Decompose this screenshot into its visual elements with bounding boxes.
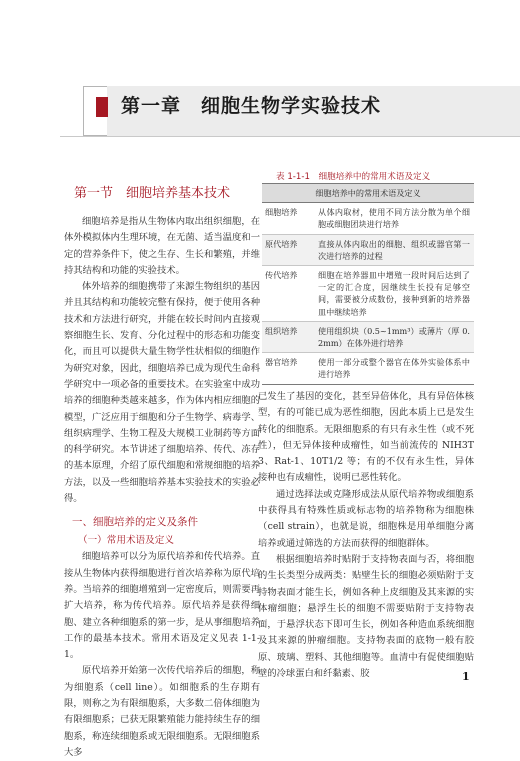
table-definition: 从体内取材，使用不同方法分散为单个细胞或细胞团块进行培养	[313, 203, 474, 234]
table-term: 组织培养	[262, 321, 313, 352]
table-term: 器官培养	[262, 353, 313, 384]
chapter-decor-square	[96, 97, 108, 117]
table-term: 传代培养	[262, 266, 313, 322]
table-definition: 使用组织块（0.5~1mm³）或薄片（厚 0.2mm）在体外进行培养	[313, 321, 474, 352]
chapter-title: 第一章 细胞生物学实验技术	[121, 95, 382, 117]
paragraph: 原代培养开始第一次传代培养后的细胞，称为细胞系（cell line）。如细胞系的生存期有限，则称之为有限细胞系，大多数二倍体细胞为有限细胞系；已获无限繁殖能力能持续生存的细胞系，称连续细胞系或无限细胞系。无限细胞系大多	[64, 665, 260, 758]
section-title: 第一节 细胞培养基本技术	[74, 186, 231, 201]
table-row	[262, 321, 474, 352]
right-column	[258, 389, 474, 682]
left-column	[64, 214, 260, 761]
chapter-rule	[60, 136, 520, 137]
table-definition: 直接从体内取出的细胞、组织或器官第一次进行培养的过程	[313, 234, 474, 265]
paragraph: 细胞培养是指从生物体内取出组织细胞，在体外模拟体内生理环境，在无菌、适当温度和一定的营养条件下，使之生存、生长和繁殖，并维持其结构和功能的实验技术。	[64, 216, 260, 276]
paragraph: 细胞培养可以分为原代培养和传代培养。直接从生物体内获得细胞进行首次培养称为原代培养。当培养的细胞增殖到一定密度后，则需要再扩大培养，称为传代培养。原代培养是获得细胞、建立各种细胞系的第一步，是从事细胞培养工作的最基本技术。常用术语及定义见表 1-1-1。	[64, 551, 260, 661]
table-row	[262, 353, 474, 384]
page-number: 1	[462, 670, 470, 683]
table-definition: 使用一部分或整个器官在体外实验体系中进行培养	[313, 353, 474, 384]
table-row	[262, 266, 474, 322]
paragraph: 体外培养的细胞携带了来源生物组织的基因并且其结构和功能较完整有保持，便于使用各种技术和方法进行研究，并能在较长时间内直接观察细胞生长、发育、分化过程中的形态和功能变化，而且可以提供大量生物学性状相似的细胞作为研究对象，因此，细胞培养已成为现代生命科学研究中一项必备的重要技术。在实验室中成功培养的细胞种类越来越多，作为体内相应细胞的模型，广泛应用于细胞和分子生物学、病毒学、组织病理学、生物工程及大规模工业制药等方面的科学研究。本节讲述了细胞培养、传代、冻存的基本原理，介绍了原代细胞和常规细胞的培养方法，以及一些细胞培养基本实验技术的实验必得。	[64, 281, 260, 505]
table-header: 细胞培养中的常用术语及定义	[262, 184, 474, 203]
paragraph: 已发生了基因的变化，甚至异倍体化，具有异倍体核型，有的可能已成为恶性细胞，因此本质上已是发生转化的细胞系。无限细胞系的有只有永生性（或不死性），但无异体接种成瘤性，如当前流传的 NIH3T3、Rat-1、10T1/2 等；有的不仅有永生性，异体接种也有成瘤性，说明已恶性转化。	[258, 391, 474, 484]
paragraph: 通过选择法或克隆形成法从原代培养物或细胞系中获得具有特殊性质或标志物的培养物称为细胞株（cell strain），也就是说，细胞株是用单细胞分离培养或通过筛选的方法而获得的细胞群体。	[258, 488, 474, 549]
table-term: 细胞培养	[262, 203, 313, 234]
sub-subsection-heading: （一）常用术语及定义	[78, 535, 174, 547]
terms-table	[262, 183, 474, 385]
table-row	[262, 203, 474, 234]
table-definition: 细胞在培养器皿中增殖一段时间后达到了一定的汇合度，因继续生长投有足够空间，需要被分成数份，接种到新的培养器皿中继续培养	[313, 266, 474, 322]
table-caption: 表 1-1-1 细胞培养中的常用术语及定义	[276, 172, 431, 182]
paragraph: 根据细胞培养时贴附于支持物表面与否，将细胞的生长类型分成两类：贴壁生长的细胞必须贴附于支持物表面才能生长，例如各种上皮细胞及其来源的实体瘤细胞；悬浮生长的细胞不需要贴附于支持物表面，于悬浮状态下即可生长，例如各种造血系统细胞及其来源的肿瘤细胞。支持物表面的底物一般有胶原、玻璃、塑料、其他细胞等。血清中有促使细胞贴壁的冷球蛋白和纤黏素、胶	[258, 553, 474, 680]
table-term: 原代培养	[262, 234, 313, 265]
table-row	[262, 234, 474, 265]
subsection-heading: 一、细胞培养的定义及条件	[72, 516, 198, 529]
